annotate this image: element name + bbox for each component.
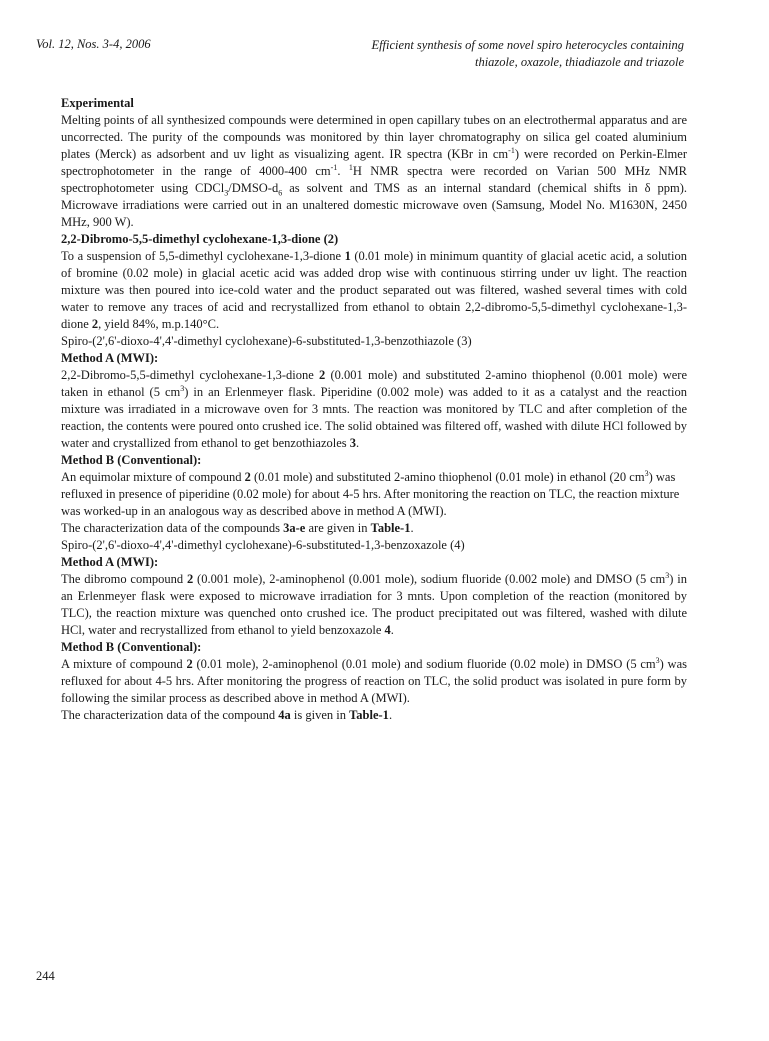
bold-text: 3 bbox=[349, 436, 357, 450]
text: An equimolar mixture of compound bbox=[61, 470, 245, 484]
method-b-procedure-4 bbox=[61, 656, 687, 707]
bold-text: 4 bbox=[384, 623, 391, 637]
compound-3-heading: Spiro-(2',6'-dioxo-4',4'-dimethyl cyclohexane)-6-substituted-1,3-benzothiazole (3) bbox=[61, 334, 472, 348]
method-a-procedure-4 bbox=[61, 571, 687, 639]
page-number: 244 bbox=[36, 969, 55, 983]
bold-text: 4a bbox=[278, 708, 291, 722]
text: 2,2-Dibromo-5,5-dimethyl cyclohexane-1,3-dione bbox=[61, 368, 319, 382]
text: /DMSO-d bbox=[228, 181, 279, 195]
subscript: 6 bbox=[278, 188, 283, 198]
running-header-right-line1: Efficient synthesis of some novel spiro heterocycles containing bbox=[371, 38, 684, 52]
method-b-procedure bbox=[61, 469, 687, 520]
superscript: -1 bbox=[508, 145, 515, 155]
section-title: Experimental bbox=[61, 96, 134, 110]
bold-text: Table-1 bbox=[370, 521, 411, 535]
paragraph-general bbox=[61, 112, 687, 231]
characterization-note-4 bbox=[61, 707, 687, 724]
bold-text: 2 bbox=[244, 470, 251, 484]
text: ) were recorded on Perkin-Elmer spectrophotometer in the range of 4000-400 cm bbox=[61, 147, 687, 178]
compound-2-heading: 2,2-Dibromo-5,5-dimethyl cyclohexane-1,3-dione (2) bbox=[61, 232, 339, 246]
text: , yield 84%, m.p.140°C. bbox=[98, 317, 220, 331]
superscript: -1 bbox=[330, 162, 338, 172]
method-a-heading: Method A (MWI): bbox=[61, 351, 159, 365]
text: The characterization data of the compound bbox=[61, 708, 279, 722]
compound-2-procedure bbox=[61, 248, 687, 333]
text: (0.001 mole) and substituted 2-amino thiophenol (0.001 mole) were taken in ethanol (5 cm bbox=[61, 368, 688, 399]
bold-text: 2 bbox=[186, 657, 193, 671]
text: The characterization data of the compounds bbox=[61, 521, 284, 535]
text: (0.01 mole) in minimum quantity of glacial acetic acid, a solution of bromine (0.02 mole) in glacial acetic acid was added drop wise with continuous stirring under uv light. The reaction mixture was then poured into ice-cold water and the product separated out was filtered, washed several times with cold water to remove any traces of acid and recrystallized from ethanol to obtain 2,2-dibromo-5,5-dimethyl cyclohexane-1,3-dione bbox=[61, 249, 688, 331]
text: (0.001 mole), 2-aminophenol (0.001 mole), sodium fluoride (0.002 mole) and DMSO (5 cm bbox=[193, 572, 666, 586]
superscript: 3 bbox=[180, 383, 185, 393]
article-body bbox=[61, 95, 687, 724]
text: . bbox=[356, 436, 360, 450]
text: (0.01 mole), 2-aminophenol (0.01 mole) and sodium fluoride (0.02 mole) in DMSO (5 cm bbox=[192, 657, 656, 671]
method-a-procedure bbox=[61, 367, 687, 452]
text: . bbox=[337, 164, 349, 178]
text: (0.01 mole) and substituted 2-amino thiophenol (0.01 mole) in ethanol (20 cm bbox=[250, 470, 645, 484]
text: . bbox=[388, 708, 393, 722]
superscript: 3 bbox=[655, 655, 660, 665]
text: Melting points of all synthesized compounds were determined in open capillary tubes on an electrothermal apparatus and are uncorrected. The purity of the compounds was monitored by thin layer chromatography on silica gel coated aluminium plates (Merck) as adsorbent and uv light as visualizing agent. IR spectra (KBr in cm bbox=[61, 113, 687, 161]
bold-text: 2 bbox=[187, 572, 194, 586]
subscript: 3 bbox=[224, 188, 229, 198]
text: H NMR spectra were recorded on Varian 500 MHz NMR spectrophotometer using CDCl bbox=[61, 164, 688, 195]
text: are given in bbox=[305, 521, 371, 535]
superscript: 3 bbox=[665, 570, 670, 580]
text: The dibromo compound bbox=[61, 572, 187, 586]
bold-text: Table-1 bbox=[349, 708, 389, 722]
superscript: 1 bbox=[348, 162, 353, 172]
text: as solvent and TMS as an internal standard (chemical shifts in δ ppm). Microwave irradiations were carried out in an unaltered domestic microwave oven (Samsung, Model No. M1630N, 2450 MHz, 900 W). bbox=[61, 181, 687, 229]
superscript: 3 bbox=[644, 468, 649, 478]
text: To a suspension of 5,5-dimethyl cyclohexane-1,3-dione bbox=[61, 249, 345, 263]
text: ) was refluxed in presence of piperidine (0.02 mole) for about 4-5 hrs. After monitoring the reaction on TLC, the reaction mixture was worked-up in an analogous way as described above in method A (MWI). bbox=[61, 470, 680, 518]
bold-text: 1 bbox=[344, 249, 351, 263]
text: . bbox=[390, 623, 394, 637]
text: ) in an Erlenmeyer flask. Piperidine (0.002 mole) was added to it as a catalyst and the reaction mixture was irradiated in a microwave oven for 3 mnts. The reaction was monitored by TLC and after completion of the reaction, the contents were poured onto crushed ice. The solid obtained was filtered off, washed with dilute HCl followed by water and crystallized from ethanol to get benzothiazoles bbox=[61, 385, 687, 450]
text: is given in bbox=[290, 708, 350, 722]
characterization-note-3 bbox=[61, 520, 687, 537]
compound-4-heading: Spiro-(2',6'-dioxo-4',4'-dimethyl cyclohexane)-6-substituted-1,3-benzoxazole (4) bbox=[61, 538, 465, 552]
text: ) in an Erlenmeyer flask were exposed to microwave irradiation for 3 mnts. Upon completion of the reaction (monitored by TLC), the reaction mixture was quenched onto crushed ice. The product precipitated out was filtered, washed with dilute HCl, water and recrystallized from ethanol to yield benzoxazole bbox=[61, 572, 687, 637]
text: . bbox=[410, 521, 414, 535]
bold-text: 3a-e bbox=[283, 521, 306, 535]
running-header-left: Vol. 12, Nos. 3-4, 2006 bbox=[36, 37, 151, 51]
text: A mixture of compound bbox=[61, 657, 187, 671]
running-header-right bbox=[371, 37, 684, 71]
bold-text: 2 bbox=[91, 317, 99, 331]
text: ) was refluxed for about 4-5 hrs. After monitoring the progress of reaction on TLC, the solid product was isolated in pure form by following the similar process as described above in method A (MWI). bbox=[61, 657, 688, 705]
bold-text: 2 bbox=[319, 368, 326, 382]
method-b-heading: Method B (Conventional): bbox=[61, 453, 202, 467]
method-a-heading-4: Method A (MWI): bbox=[61, 555, 159, 569]
running-header-right-line2: thiazole, oxazole, thiadiazole and triazole bbox=[474, 55, 684, 69]
method-b-heading-4: Method B (Conventional): bbox=[61, 640, 202, 654]
